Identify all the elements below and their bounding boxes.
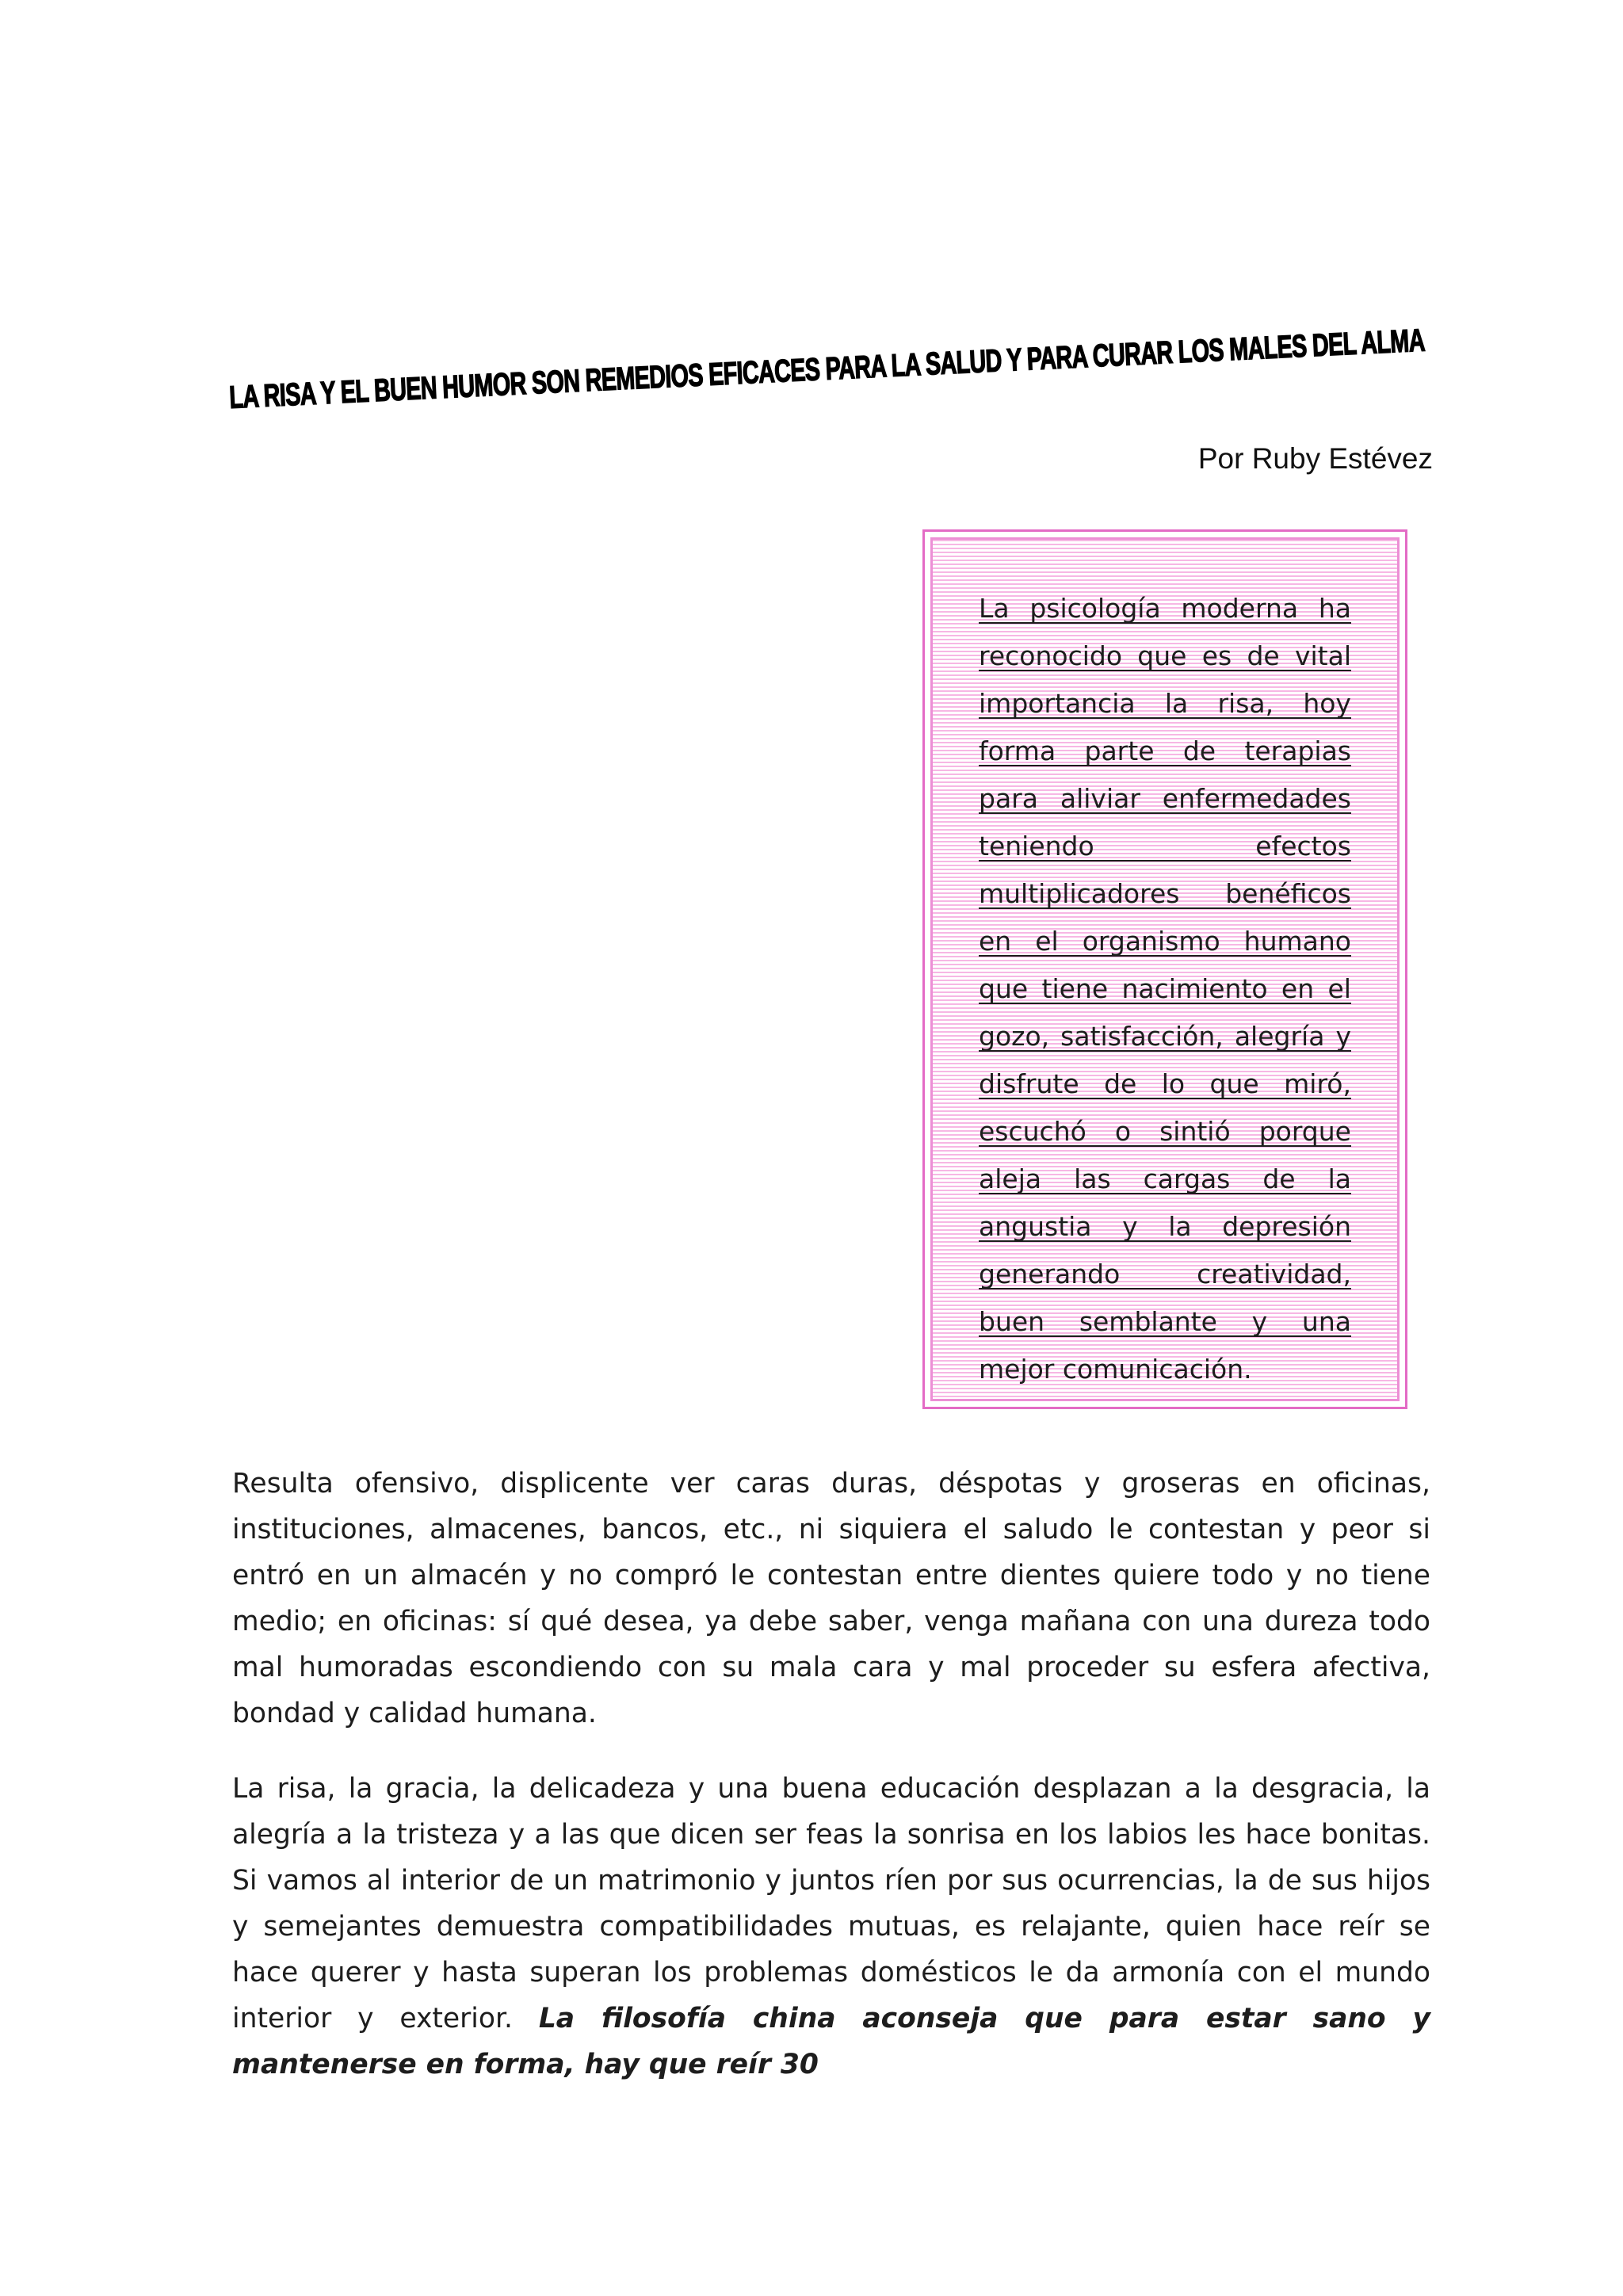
callout-word: cargas xyxy=(1143,1163,1231,1194)
callout-word: que xyxy=(1137,640,1187,671)
callout-word: buen xyxy=(979,1306,1045,1337)
callout-word: terapias xyxy=(1244,735,1351,766)
callout-word: que xyxy=(979,973,1029,1004)
callout-word: semblante xyxy=(1079,1306,1217,1337)
callout-word: de xyxy=(1247,640,1280,671)
paragraph-2-text: La risa, la gracia, la delicadeza y una buena educación desplazan a la desgracia, la alegría a la tristeza y a las que dicen ser feas la sonrisa en los labios les hace bonitas. Si vamos al interior de un matrimonio y juntos ríen por sus ocurrencias, la de sus hijos y semejantes demuestra compatibilidades mutuas, es relajante, quien hace reír se hace querer y hasta superan los problemas domésticos le da armonía con el mundo interior y exterior. xyxy=(232,1773,1430,2034)
callout-word: sintió xyxy=(1159,1116,1231,1147)
callout-word: es xyxy=(1201,640,1232,671)
paragraph-1: Resulta ofensivo, displicente ver caras duras, déspotas y groseras en oficinas, instituciones, almacenes, bancos, etc., ni siquiera el saludo le contestan y peor si entró en un almacén y no compró le contestan entre dientes quiere todo y no tiene medio; en oficinas: sí qué desea, ya debe saber, venga mañana con una dureza todo mal humoradas escondiendo con su mala cara y mal proceder su esfera afectiva, bondad y calidad humana. xyxy=(232,1468,1430,1729)
callout-word: vital xyxy=(1294,640,1351,671)
callout-word: para xyxy=(979,783,1038,814)
callout-line xyxy=(979,919,1351,957)
callout-word: importancia xyxy=(979,688,1136,719)
title-wordart xyxy=(230,309,1434,420)
callout-word: en xyxy=(979,926,1012,957)
title-text: LA RISA Y EL BUEN HUMOR SON REMEDIOS EFICACES PARA LA SALUD Y PARA CURAR LOS MALES DEL ALMA xyxy=(228,323,1432,415)
callout-line xyxy=(979,1109,1351,1147)
callout-line xyxy=(979,871,1351,909)
callout-word: depresión xyxy=(1222,1211,1351,1242)
callout-word: de xyxy=(1262,1163,1296,1194)
callout-line xyxy=(979,966,1351,1004)
callout-word: nacimiento xyxy=(1121,973,1268,1004)
callout-word: aleja xyxy=(979,1163,1042,1194)
callout-word: alegría xyxy=(1234,1021,1325,1052)
callout-word: el xyxy=(1035,926,1059,957)
callout-word: la xyxy=(1168,1211,1192,1242)
callout-word: de xyxy=(1104,1068,1137,1099)
callout-word: forma xyxy=(979,735,1056,766)
author-byline: Por Ruby Estévez xyxy=(1197,442,1433,475)
callout-word: moderna xyxy=(1181,593,1299,624)
callout-line xyxy=(979,586,1351,624)
callout-word: escuchó xyxy=(979,1116,1086,1147)
callout-word: humano xyxy=(1243,926,1351,957)
callout-word: satisfacción, xyxy=(1060,1021,1224,1052)
callout-word: aliviar xyxy=(1060,783,1140,814)
callout-line xyxy=(979,1299,1351,1337)
callout-text xyxy=(979,586,1351,1392)
callout-word: y xyxy=(1251,1306,1268,1337)
callout-word: lo xyxy=(1161,1068,1186,1099)
callout-word: angustia xyxy=(979,1211,1092,1242)
callout-line xyxy=(979,1014,1351,1052)
callout-word: psicología xyxy=(1029,593,1161,624)
callout-word: reconocido xyxy=(979,640,1123,671)
callout-word: disfrute xyxy=(979,1068,1079,1099)
callout-word: la xyxy=(1327,1163,1351,1194)
callout-word: risa, xyxy=(1217,688,1274,719)
callout-line xyxy=(979,633,1351,671)
callout-word: las xyxy=(1074,1163,1111,1194)
callout-word: y xyxy=(1122,1211,1138,1242)
callout-box xyxy=(922,529,1407,1409)
callout-word: tiene xyxy=(1041,973,1109,1004)
callout-line xyxy=(979,1204,1351,1242)
callout-line xyxy=(979,823,1351,861)
callout-word: la xyxy=(1164,688,1189,719)
callout-word: teniendo xyxy=(979,831,1094,861)
callout-word: en xyxy=(1281,973,1315,1004)
callout-line xyxy=(979,1156,1351,1194)
callout-line xyxy=(979,1061,1351,1099)
paragraph-2-emphasis: La filosofía china aconseja que para estar sano y mantenerse en forma, hay que reír 30 xyxy=(232,2003,1430,2080)
callout-word: el xyxy=(1327,973,1351,1004)
callout-line xyxy=(979,728,1351,766)
callout-word: organismo xyxy=(1082,926,1220,957)
paragraph-2 xyxy=(232,1766,1430,2088)
callout-word: miró, xyxy=(1284,1068,1351,1099)
callout-word: multiplicadores xyxy=(979,878,1180,909)
callout-word: enfermedades xyxy=(1162,783,1351,814)
callout-word: de xyxy=(1182,735,1216,766)
document-title xyxy=(230,309,1434,420)
callout-word: benéficos xyxy=(1225,878,1351,909)
callout-word: creatividad, xyxy=(1197,1259,1351,1289)
callout-word: generando xyxy=(979,1259,1121,1289)
callout-line xyxy=(979,776,1351,814)
callout-word: gozo, xyxy=(979,1021,1050,1052)
callout-word: que xyxy=(1209,1068,1259,1099)
callout-line xyxy=(979,1251,1351,1289)
callout-word: y xyxy=(1335,1021,1351,1052)
callout-word: porque xyxy=(1258,1116,1351,1147)
callout-word: hoy xyxy=(1303,688,1351,719)
callout-word: efectos xyxy=(1255,831,1351,861)
callout-word: parte xyxy=(1084,735,1155,766)
callout-line xyxy=(979,681,1351,719)
callout-word: o xyxy=(1114,1116,1132,1147)
callout-line: mejor comunicación. xyxy=(979,1354,1252,1385)
callout-word: ha xyxy=(1318,593,1351,624)
callout-word: La xyxy=(979,593,1010,624)
callout-word: una xyxy=(1301,1306,1351,1337)
